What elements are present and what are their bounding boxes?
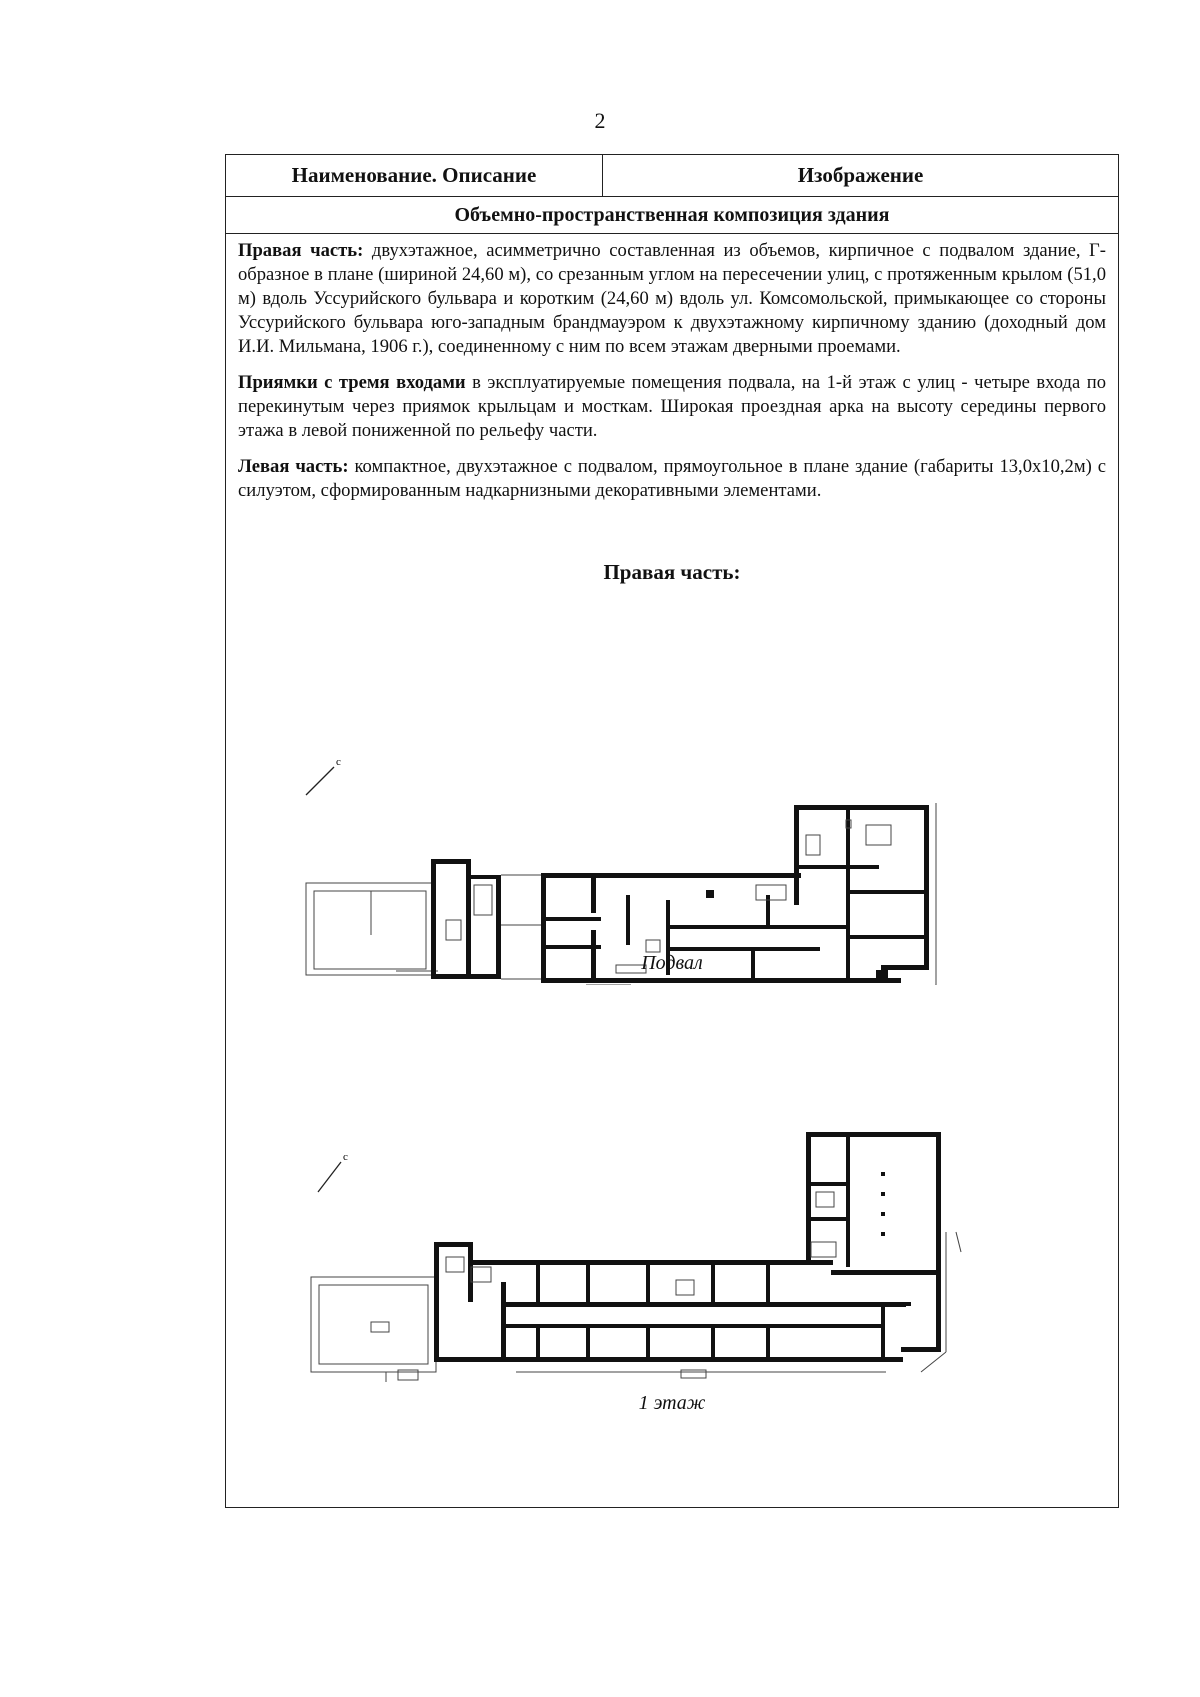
paragraph-body: в эксплуатируемые помещения подвала, на 1-й этаж с улиц - четыре входа по перекинутым через приямок крыльцам и мосткам. Широкая проездная арка на высоту середины первого этажа в левой пониженной по рельефу части.: [238, 372, 1106, 441]
paragraph-pits: [238, 371, 1106, 443]
paragraph-body: компактное, двухэтажное с подвалом, прямоугольное в плане здание (габариты 13,0х10,2м) с силуэтом, сформированным надкарнизными декоративными элементами.: [238, 456, 1106, 501]
svg-text:с: с: [343, 1151, 348, 1163]
images-subheading: Правая часть:: [603, 560, 741, 584]
description-table: [225, 154, 1119, 1508]
svg-text:с: с: [336, 756, 341, 768]
caption-first-floor: 1 этаж: [638, 1392, 706, 1414]
paragraph-lead: Правая часть:: [238, 240, 364, 261]
paragraph-lead: Приямки с тремя входами: [238, 372, 466, 393]
column-header-description: Наименование. Описание: [226, 155, 603, 196]
table-header-row: [226, 155, 1118, 197]
column-header-image: Изображение: [797, 163, 924, 187]
page-number: 2: [594, 108, 606, 133]
north-arrow: [318, 1151, 348, 1192]
paragraph-left-part: [238, 455, 1106, 503]
section-title: Объемно-пространственная композиция здания: [226, 197, 1118, 234]
neighbour-building: [311, 1277, 436, 1382]
basement-floor-plan: [286, 695, 986, 985]
corner-wing: [806, 1132, 961, 1372]
north-arrow: [306, 756, 341, 795]
paragraph-body: двухэтажное, асимметрично составленная из объемов, кирпичное с подвалом здание, Г-образное в плане (шириной 24,60 м), со срезанным углом на пересечении улиц, с протяженным крылом (51,0 м) вдоль Уссурийского бульвара и коротким (24,60 м) вдоль ул. Комсомольской, примыкающее со стороны Уссурийского бульвара юго-западным брандмауэром к двухэтажному кирпичному зданию (доходный дом И.И. Мильмана, 1906 г.), соединенному с ним по всем этажам дверными проемами.: [238, 240, 1106, 357]
main-wing: [398, 1260, 906, 1380]
first-floor-plan: [286, 1052, 1006, 1382]
paragraph-right-part: [238, 239, 1106, 359]
paragraph-lead: Левая часть:: [238, 456, 349, 477]
description-text: [238, 239, 1106, 515]
caption-basement: Подвал: [641, 952, 703, 974]
